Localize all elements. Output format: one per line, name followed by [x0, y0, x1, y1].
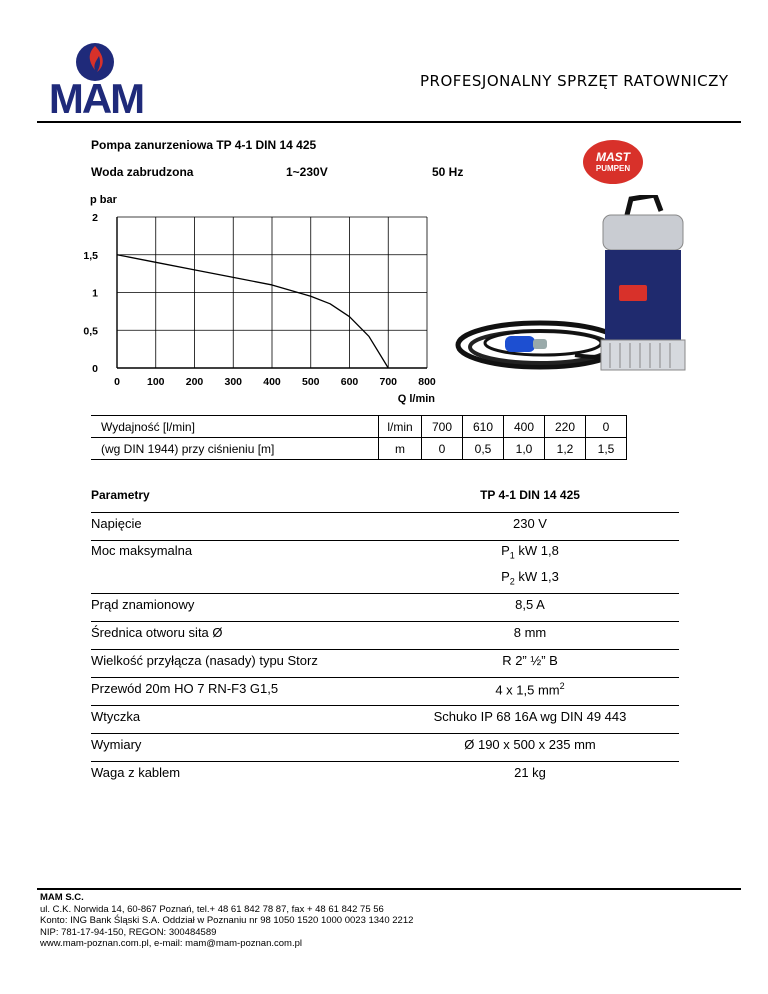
performance-table [91, 415, 627, 460]
footer-bank: Konto: ING Bank Śląski S.A. Oddział w Poznaniu nr 98 1050 1520 1000 0023 1340 2212 [40, 915, 414, 927]
spec-value: Schuko IP 68 16A wg DIN 49 443 [433, 709, 627, 724]
table-cell: 1,0 [504, 438, 545, 460]
table-cell: 700 [422, 416, 463, 438]
table-cell: 1,2 [545, 438, 586, 460]
spec-value: $P_2$ kW 1,3 [501, 569, 559, 587]
table-cell: 610 [463, 416, 504, 438]
spec-value: 4 x 1,5 $mm^2$ [495, 681, 565, 698]
divider [91, 649, 679, 650]
x-tick-label: 600 [340, 376, 359, 388]
row-unit: m [379, 438, 422, 460]
mam-logo [37, 40, 155, 116]
y-tick-label: 0 [92, 363, 98, 375]
divider [91, 593, 679, 594]
footer-divider [37, 888, 741, 890]
divider [91, 540, 679, 541]
spec-label: Średnica otworu sita Ø [91, 625, 223, 640]
divider [91, 512, 679, 513]
water-type: Woda zabrudzona [91, 165, 194, 179]
y-tick-label: 1 [92, 287, 98, 300]
spec-label: Prąd znamionowy [91, 597, 195, 612]
spec-value: Ø 190 x 500 x 235 mm [464, 737, 596, 752]
x-tick-label: 0 [114, 376, 120, 388]
footer [40, 892, 413, 950]
y-tick-label: 0,5 [83, 325, 98, 338]
specs-heading-right: TP 4-1 DIN 14 425 [480, 488, 580, 502]
spec-label: Przewód 20m HO 7 RN-F3 G1,5 [91, 681, 279, 696]
spec-value: 8 mm [513, 625, 547, 640]
svg-text:PUMPEN: PUMPEN [595, 164, 631, 173]
header-divider [37, 121, 741, 123]
y-tick-label: 2 [92, 212, 98, 224]
footer-nip: NIP: 781-17-94-150, REGON: 300484589 [40, 926, 217, 938]
x-tick-label: 700 [379, 376, 398, 388]
chart-ticks [83, 212, 436, 388]
chart-series [117, 255, 388, 368]
spec-value: $P_1$ kW 1,8 [501, 543, 559, 561]
voltage-spec: 1~230V [286, 165, 328, 179]
x-tick-label: 100 [146, 376, 165, 388]
table-cell: 0 [586, 416, 627, 438]
spec-value: 230 V [513, 516, 547, 531]
spec-label: Moc maksymalna [91, 543, 193, 558]
spec-label: Napięcie [91, 516, 142, 531]
frequency-spec: 50 Hz [432, 165, 464, 179]
table-cell: 0 [422, 438, 463, 460]
x-tick-label: 200 [185, 376, 204, 388]
divider [91, 677, 679, 678]
table-row [91, 438, 627, 460]
row-label: Wydajność [l/min] [91, 416, 379, 438]
specs-heading-left: Parametry [91, 488, 150, 502]
table-cell: 220 [545, 416, 586, 438]
y-tick-label: 1,5 [83, 249, 98, 262]
spec-label: Waga z kablem [91, 765, 181, 780]
series-line [117, 255, 388, 368]
table-row [91, 416, 627, 438]
table-cell: 0,5 [463, 438, 504, 460]
chart-y-label: p bar [90, 194, 117, 206]
spec-value: 21 kg [514, 765, 546, 780]
footer-address: ul. C.K. Norwida 14, 60-867 Poznań, tel.+ 48 61 842 78 87, fax + 48 61 842 75 56 [40, 903, 384, 915]
company-tagline: PROFESJONALNY SPRZĘT RATOWNICZY [420, 72, 729, 90]
spec-label: Wymiary [91, 737, 142, 752]
divider [91, 621, 679, 622]
x-tick-label: 400 [263, 376, 281, 388]
x-tick-label: 500 [301, 376, 320, 388]
chart-grid [117, 217, 427, 368]
x-tick-label: 300 [224, 376, 243, 388]
divider [91, 733, 679, 734]
svg-text:MAST: MAST [596, 150, 630, 164]
chart-x-label: Q l/min [397, 393, 435, 405]
x-tick-label: 800 [418, 376, 436, 388]
product-title: Pompa zanurzeniowa TP 4-1 DIN 14 425 [91, 138, 317, 152]
pump-photo [455, 195, 717, 390]
spec-value: 8,5 A [515, 597, 545, 612]
spec-label: Wielkość przyłącza (nasady) typu Storz [91, 653, 318, 668]
divider [91, 705, 679, 706]
table-cell: 1,5 [586, 438, 627, 460]
mast-pumpen-logo [582, 139, 644, 185]
divider [91, 761, 679, 762]
footer-company: MAM S.C. [40, 892, 84, 903]
spec-label: Wtyczka [91, 709, 141, 724]
footer-web: www.mam-poznan.com.pl, e-mail: mam@mam-poznan.com.pl [40, 938, 302, 950]
row-label: (wg DIN 1944) przy ciśnieniu [m] [91, 438, 379, 460]
row-unit: l/min [379, 416, 422, 438]
spec-value: R 2” ½” B [502, 653, 558, 668]
pump-curve-chart [80, 190, 450, 415]
table-cell: 400 [504, 416, 545, 438]
logo-text: MAM [48, 75, 144, 116]
